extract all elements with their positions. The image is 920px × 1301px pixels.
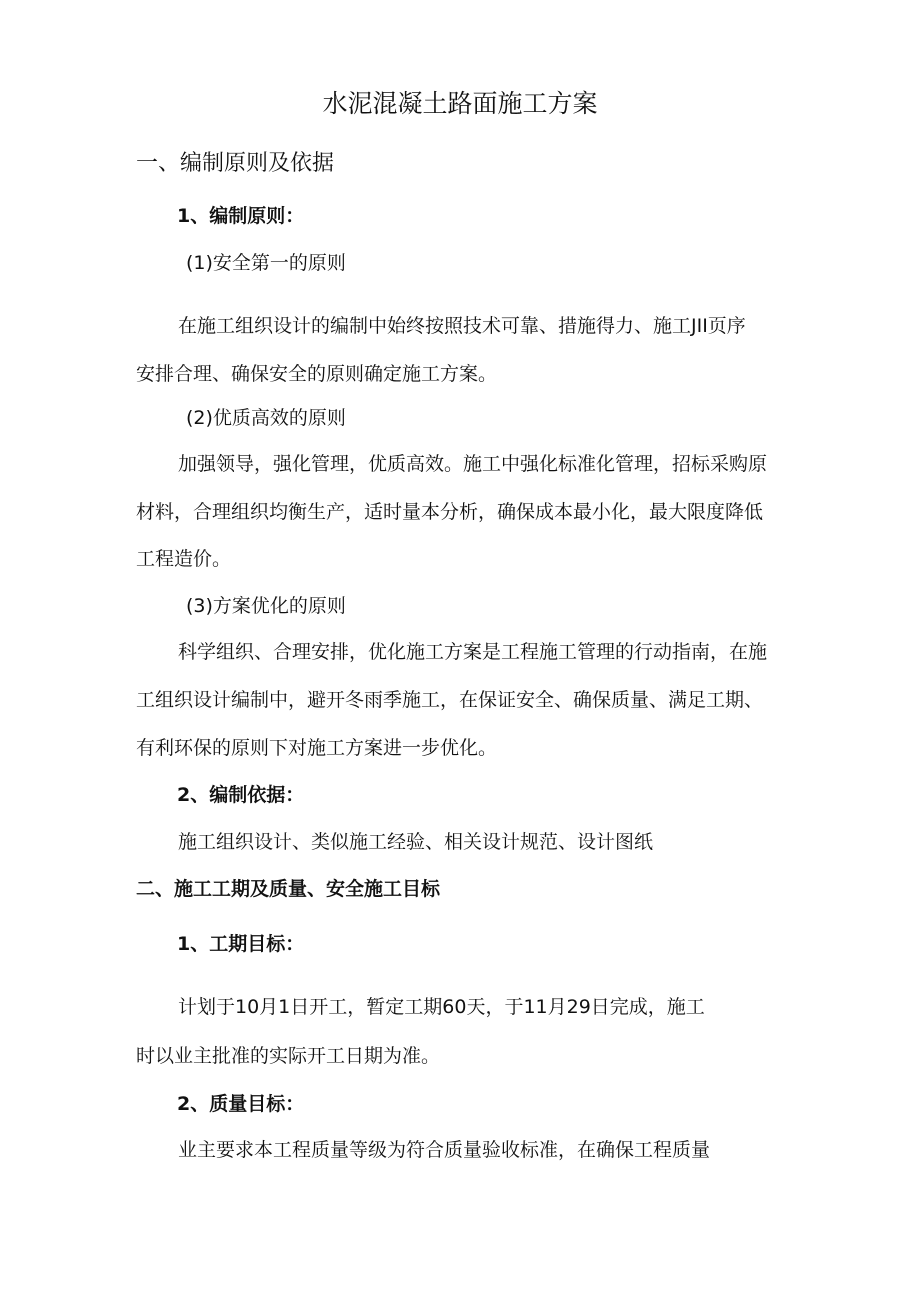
principle-2-line-1: 加强领导，强化管理，优质高效。施工中强化标准化管理，招标采购原 xyxy=(178,453,768,475)
schedule-line-1: 计划于10月1日开工，暂定工期60天，于11月29日完成，施工 xyxy=(178,996,705,1018)
document-title: 水泥混凝土路面施工方案 xyxy=(322,89,598,118)
schedule-line-2: 时以业主批准的实际开工日期为准。 xyxy=(136,1045,441,1067)
principle-3-line-1: 科学组织、合理安排，优化施工方案是工程施工管理的行动指南，在施 xyxy=(178,641,768,663)
section-1-2-heading: 2、编制依据： xyxy=(177,784,305,806)
principle-3-heading: (3)方案优化的原则 xyxy=(186,595,346,617)
section-2-1-heading: 1、工期目标： xyxy=(177,933,305,955)
principle-2-line-2: 材料，合理组织均衡生产，适时量本分析，确保成本最小化，最大限度降低 xyxy=(136,501,764,523)
principle-3-line-2: 工组织设计编制中，避开冬雨季施工，在保证安全、确保质量、满足工期、 xyxy=(136,689,764,711)
principle-3-line-3: 有利环保的原则下对施工方案进一步优化。 xyxy=(136,737,498,759)
principle-1-line-2: 安排合理、确保安全的原则确定施工方案。 xyxy=(136,363,498,385)
section-2-heading: 二、施工工期及质量、安全施工目标 xyxy=(136,878,441,900)
section-1-1-heading: 1、编制原则： xyxy=(177,205,305,227)
section-1-heading: 一、编制原则及依据 xyxy=(136,151,335,176)
section-2-2-heading: 2、质量目标： xyxy=(177,1093,305,1115)
basis-text: 施工组织设计、类似施工经验、相关设计规范、设计图纸 xyxy=(178,831,654,853)
quality-text: 业主要求本工程质量等级为符合质量验收标准，在确保工程质量 xyxy=(178,1139,711,1161)
principle-2-line-3: 工程造价。 xyxy=(136,548,232,570)
principle-1-line-1: 在施工组织设计的编制中始终按照技术可靠、措施得力、施工JII页序 xyxy=(178,315,746,337)
principle-2-heading: (2)优质高效的原则 xyxy=(186,407,346,429)
principle-1-heading: (1)安全第一的原则 xyxy=(186,252,346,274)
